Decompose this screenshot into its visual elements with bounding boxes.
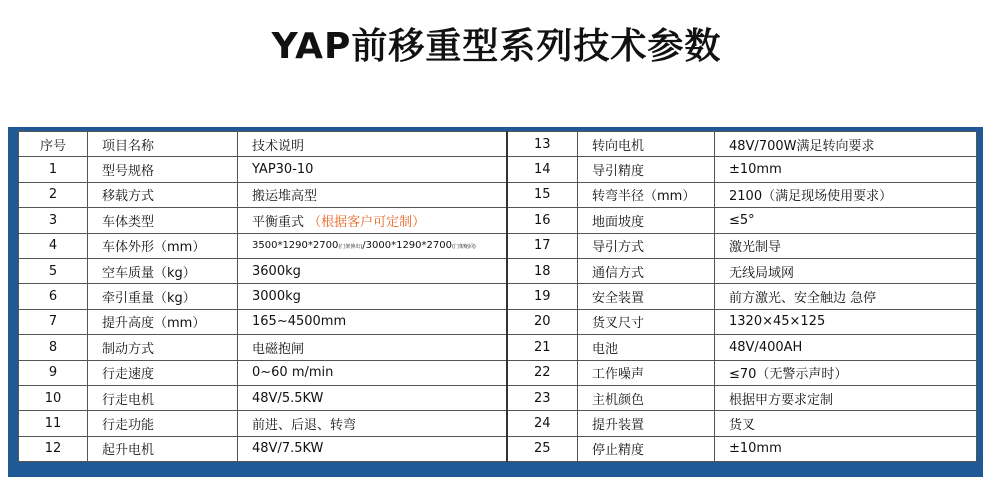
table-row	[19, 157, 977, 182]
table-row	[19, 132, 977, 157]
right-no: 18	[507, 258, 578, 283]
right-no: 25	[507, 436, 578, 461]
right-item: 货叉尺寸	[578, 309, 715, 334]
left-item: 空车质量（kg）	[88, 258, 238, 283]
right-desc: 48V/400AH	[715, 335, 977, 360]
left-item: 车体外形（mm）	[88, 233, 238, 258]
header-item: 项目名称	[88, 132, 238, 157]
left-item: 提升高度（mm）	[88, 309, 238, 334]
left-desc: 0~60 m/min	[238, 360, 507, 385]
left-no: 10	[19, 385, 88, 410]
left-desc: 48V/7.5KW	[238, 436, 507, 461]
right-item: 地面坡度	[578, 208, 715, 233]
right-item: 提升装置	[578, 411, 715, 436]
left-desc-b: /3000*1290*2700	[362, 240, 452, 252]
right-no: 14	[507, 157, 578, 182]
right-item: 通信方式	[578, 258, 715, 283]
left-item: 行走速度	[88, 360, 238, 385]
left-item: 移载方式	[88, 182, 238, 207]
right-desc: 货叉	[715, 411, 977, 436]
table-row	[19, 385, 977, 410]
table-row	[19, 208, 977, 233]
right-no: 13	[507, 132, 578, 157]
table-row	[19, 233, 977, 258]
right-desc: 激光制导	[715, 233, 977, 258]
left-desc: 前进、后退、转弯	[238, 411, 507, 436]
left-item: 牵引重量（kg）	[88, 284, 238, 309]
header-no: 序号	[19, 132, 88, 157]
right-no: 22	[507, 360, 578, 385]
left-no: 7	[19, 309, 88, 334]
right-desc: ≤70（无警示声时）	[715, 360, 977, 385]
left-item: 行走电机	[88, 385, 238, 410]
right-item: 电池	[578, 335, 715, 360]
right-item: 工作噪声	[578, 360, 715, 385]
left-desc	[238, 233, 507, 258]
right-desc: 前方激光、安全触边 急停	[715, 284, 977, 309]
right-item: 停止精度	[578, 436, 715, 461]
right-no: 16	[507, 208, 578, 233]
right-item: 导引方式	[578, 233, 715, 258]
left-desc: 电磁抱闸	[238, 335, 507, 360]
right-desc: 无线局域网	[715, 258, 977, 283]
left-desc-a-note: (门架伸出)	[338, 244, 363, 251]
page-title: YAP前移重型系列技术参数	[271, 26, 722, 67]
left-item: 行走功能	[88, 411, 238, 436]
left-no: 5	[19, 258, 88, 283]
table-row	[19, 411, 977, 436]
left-no: 3	[19, 208, 88, 233]
table-row	[19, 258, 977, 283]
right-no: 17	[507, 233, 578, 258]
left-no: 4	[19, 233, 88, 258]
left-desc	[238, 208, 507, 233]
left-desc-note: （根据客户可定制）	[304, 214, 426, 230]
right-item: 安全装置	[578, 284, 715, 309]
table-row	[19, 284, 977, 309]
left-desc-b-note: (门架缩回)	[451, 244, 476, 251]
left-desc-text: 平衡重式	[252, 214, 305, 230]
header-desc: 技术说明	[238, 132, 507, 157]
right-no: 24	[507, 411, 578, 436]
left-desc: 165~4500mm	[238, 309, 507, 334]
left-desc: YAP30-10	[238, 157, 507, 182]
left-desc: 搬运堆高型	[238, 182, 507, 207]
left-no: 8	[19, 335, 88, 360]
table-row	[19, 335, 977, 360]
right-item: 转弯半径（mm）	[578, 182, 715, 207]
left-no: 11	[19, 411, 88, 436]
left-no: 12	[19, 436, 88, 461]
left-item: 车体类型	[88, 208, 238, 233]
table-row	[19, 309, 977, 334]
left-item: 型号规格	[88, 157, 238, 182]
left-no: 1	[19, 157, 88, 182]
table-row	[19, 182, 977, 207]
right-desc: 根据甲方要求定制	[715, 385, 977, 410]
table-row	[19, 360, 977, 385]
left-desc: 48V/5.5KW	[238, 385, 507, 410]
right-item: 导引精度	[578, 157, 715, 182]
right-no: 21	[507, 335, 578, 360]
spec-table	[18, 131, 977, 462]
right-desc: 1320×45×125	[715, 309, 977, 334]
right-no: 20	[507, 309, 578, 334]
right-desc: ≤5°	[715, 208, 977, 233]
right-item: 转向电机	[578, 132, 715, 157]
right-desc: ±10mm	[715, 436, 977, 461]
right-item: 主机颜色	[578, 385, 715, 410]
table-row	[19, 436, 977, 461]
left-desc: 3600kg	[238, 258, 507, 283]
right-no: 19	[507, 284, 578, 309]
left-desc-a: 3500*1290*2700	[252, 240, 339, 252]
left-no: 6	[19, 284, 88, 309]
left-item: 起升电机	[88, 436, 238, 461]
right-no: 23	[507, 385, 578, 410]
left-no: 9	[19, 360, 88, 385]
right-desc: ±10mm	[715, 157, 977, 182]
left-item: 制动方式	[88, 335, 238, 360]
left-no: 2	[19, 182, 88, 207]
right-no: 15	[507, 182, 578, 207]
right-desc: 2100（满足现场使用要求）	[715, 182, 977, 207]
right-desc: 48V/700W满足转向要求	[715, 132, 977, 157]
left-desc: 3000kg	[238, 284, 507, 309]
